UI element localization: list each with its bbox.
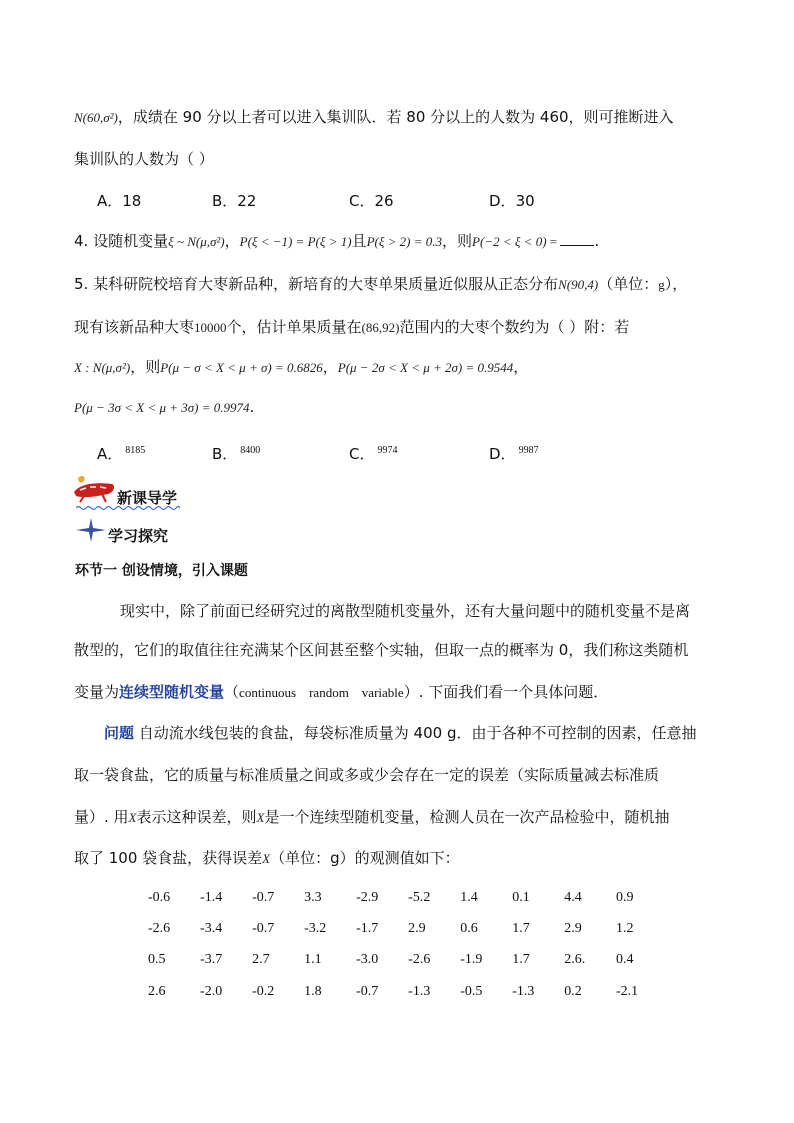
table-cell: -3.2: [304, 920, 327, 936]
problem-line3-b: 表示这种误差，则: [136, 808, 257, 826]
q5-line2: [74, 317, 629, 338]
q5-prob2: P(μ − 2σ < X < μ + 2σ) = 0.9544: [337, 360, 514, 375]
table-cell: 0.9: [615, 889, 634, 905]
table-cell: -3.0: [356, 952, 379, 968]
q5-prob1: P(μ − σ < X < μ + σ) = 0.6826: [160, 360, 323, 375]
table-cell: -1.3: [512, 983, 535, 999]
observation-table: [140, 882, 660, 1007]
table-cell: 1.4: [460, 889, 478, 905]
table-cell: 1.2: [615, 920, 634, 936]
table-cell: 2.9: [564, 920, 582, 936]
table-cell: -2.6: [408, 952, 431, 968]
problem-line1-text: 自动流水线包装的食盐，每袋标准质量为 400 g．由于各种不可控制的因素，任意抽: [134, 724, 697, 742]
q5-line3: [74, 357, 528, 378]
q3-option-c[interactable]: C．26: [349, 192, 394, 210]
q5-count: 10000: [194, 320, 227, 335]
table-cell: -2.9: [356, 889, 379, 905]
table-cell: -0.2: [252, 983, 275, 999]
q5-x-dist: X : N(μ,σ²): [74, 360, 131, 375]
q5-line3-a: ，则: [130, 358, 161, 376]
q5-option-c[interactable]: C． $^{9974}$: [349, 445, 398, 463]
table-cell: -3.4: [200, 920, 223, 936]
problem-line4: [74, 848, 460, 869]
q4-sep1: ，: [224, 232, 240, 250]
table-cell: 1.8: [304, 983, 322, 999]
problem-line4-b: （单位：g）的观测值如下：: [270, 849, 460, 867]
para1-line3-b: （: [224, 683, 240, 701]
table-row: [140, 882, 660, 913]
table-cell: -0.7: [252, 920, 275, 936]
q4-condition1: P(ξ < −1) = P(ξ > 1): [239, 234, 352, 249]
table-cell: 0.1: [512, 889, 530, 905]
q4-ask: P(−2 < ξ < 0): [472, 234, 547, 249]
table-cell: 0.6: [460, 920, 478, 936]
q5-unit-label: （单位：: [598, 275, 659, 293]
table-cell: 2.6.: [564, 952, 586, 968]
continuous-rv-term: 连续型随机变量: [119, 683, 225, 701]
q5-line2-a: 现有该新品种大枣: [74, 318, 195, 336]
explore-title: 学习探究: [108, 527, 169, 545]
table-cell: -0.5: [460, 983, 483, 999]
q5-line3-end: ，: [513, 358, 529, 376]
q3-option-b[interactable]: B．22: [212, 192, 257, 210]
para1-line3: [74, 682, 608, 703]
step1-title: 环节一 创设情境，引入课题: [75, 563, 248, 579]
table-cell: 1.1: [304, 952, 322, 968]
table-cell: 0.4: [615, 952, 634, 968]
problem-line3-c: 是一个连续型随机变量，检测人员在一次产品检验中，随机抽: [264, 808, 670, 826]
q4-distribution: ξ ~ N(μ,σ²): [168, 234, 225, 249]
table-cell: 0.5: [148, 952, 166, 968]
q5-option-d[interactable]: D． $^{9987}$: [489, 445, 539, 463]
table-cell: -2.0: [200, 983, 223, 999]
table-cell: -0.6: [148, 889, 171, 905]
para1-line2: 散型的，它们的取值往往充满某个区间甚至整个实轴，但取一点的概率为 0，我们称这类随机: [74, 641, 689, 659]
q5-interval: (86,92): [361, 320, 400, 335]
q3-line1-text: ，成绩在 90 分以上者可以进入集训队．若 80 分以上的人数为 460，则可推断进入: [117, 108, 674, 126]
q5-line1: [74, 274, 687, 295]
q5-line2-c: 范围内的大枣个数约为（ ）附：若: [399, 318, 630, 336]
q4-line: [74, 231, 599, 252]
q3-line2-text: 集训队的人数为（ ）: [74, 150, 214, 168]
table-cell: -0.7: [356, 983, 379, 999]
table-cell: 2.7: [252, 952, 270, 968]
problem-label: 问题: [104, 724, 135, 742]
q5-line1-end: ），: [664, 275, 688, 293]
q5-line4: [74, 397, 254, 418]
problem-line2: 取一袋食盐，它的质量与标准质量之间或多或少会存在一定的误差（实际质量减去标准质: [74, 766, 660, 784]
q5-line4-end: .: [249, 398, 255, 416]
q5-distribution: N(90,4): [558, 277, 599, 292]
table-cell: -2.1: [615, 983, 639, 999]
q5-option-a[interactable]: A． $^{8185}$: [97, 445, 146, 463]
problem-line3: [74, 807, 669, 828]
lesson-logo-icon: [72, 472, 118, 504]
q4-sep3: ，则: [442, 232, 473, 250]
q4-condition2: P(ξ > 2) = 0.3: [366, 234, 443, 249]
problem-line4-a: 取了 100 袋食盐，获得误差: [74, 849, 263, 867]
table-cell: 4.4: [564, 889, 582, 905]
q4-prefix: 4. 设随机变量: [74, 232, 169, 250]
q3-line1: [74, 107, 674, 128]
table-cell: 3.3: [304, 889, 322, 905]
q3-distribution-math: N(60,σ²): [74, 110, 118, 125]
table-row: [140, 945, 660, 976]
table-cell: 2.9: [408, 920, 426, 936]
problem-var-x3: X: [262, 851, 271, 866]
table-row: [140, 976, 660, 1007]
table-cell: 0.2: [564, 983, 582, 999]
para1-line3-c: ）. 下面我们看一个具体问题．: [403, 683, 609, 701]
q5-prob3: P(μ − 3σ < X < μ + 3σ) = 0.9974: [74, 400, 250, 415]
q5-line1-text: 5. 某科研院校培育大枣新品种，新培育的大枣单果质量近似服从正态分布: [74, 275, 559, 293]
star-icon: [76, 518, 106, 542]
table-cell: -5.2: [408, 889, 431, 905]
q5-unit-g: g: [658, 277, 665, 292]
q5-line2-b: 个，估计单果质量在: [226, 318, 362, 336]
q3-line2: [74, 149, 214, 169]
para1-line3-a: 变量为: [74, 683, 120, 701]
problem-line3-a: 量）. 用: [74, 808, 129, 826]
table-cell: 1.7: [512, 952, 530, 968]
new-lesson-title: 新课导学: [117, 489, 178, 507]
q4-sep2: 且: [351, 232, 367, 250]
table-cell: 2.6: [148, 983, 166, 999]
q4-answer-blank[interactable]: [560, 231, 594, 246]
table-cell: 1.7: [512, 920, 530, 936]
q3-option-d[interactable]: D．30: [489, 192, 535, 210]
table-cell: -0.7: [252, 889, 275, 905]
table-cell: -3.7: [200, 952, 223, 968]
para1-line1: 现实中，除了前面已经研究过的离散型随机变量外，还有大量问题中的随机变量不是离: [120, 602, 691, 620]
q4-end: .: [594, 232, 600, 250]
table-cell: -2.6: [148, 920, 171, 936]
table-cell: -1.7: [356, 920, 379, 936]
table-cell: -1.3: [408, 983, 431, 999]
table-cell: -1.9: [460, 952, 483, 968]
q3-option-a[interactable]: A．18: [97, 192, 142, 210]
table-row: [140, 913, 660, 944]
continuous-rv-english: continuous random variable: [239, 685, 404, 700]
problem-var-x2: X: [256, 810, 265, 825]
table-cell: -1.4: [200, 889, 223, 905]
problem-var-x1: X: [128, 810, 137, 825]
q4-equals: =: [546, 234, 561, 249]
q5-option-b[interactable]: B． $^{8400}$: [212, 445, 261, 463]
title-underline: [76, 505, 180, 511]
problem-line1: [104, 723, 696, 743]
q5-line3-sep: ，: [322, 358, 338, 376]
